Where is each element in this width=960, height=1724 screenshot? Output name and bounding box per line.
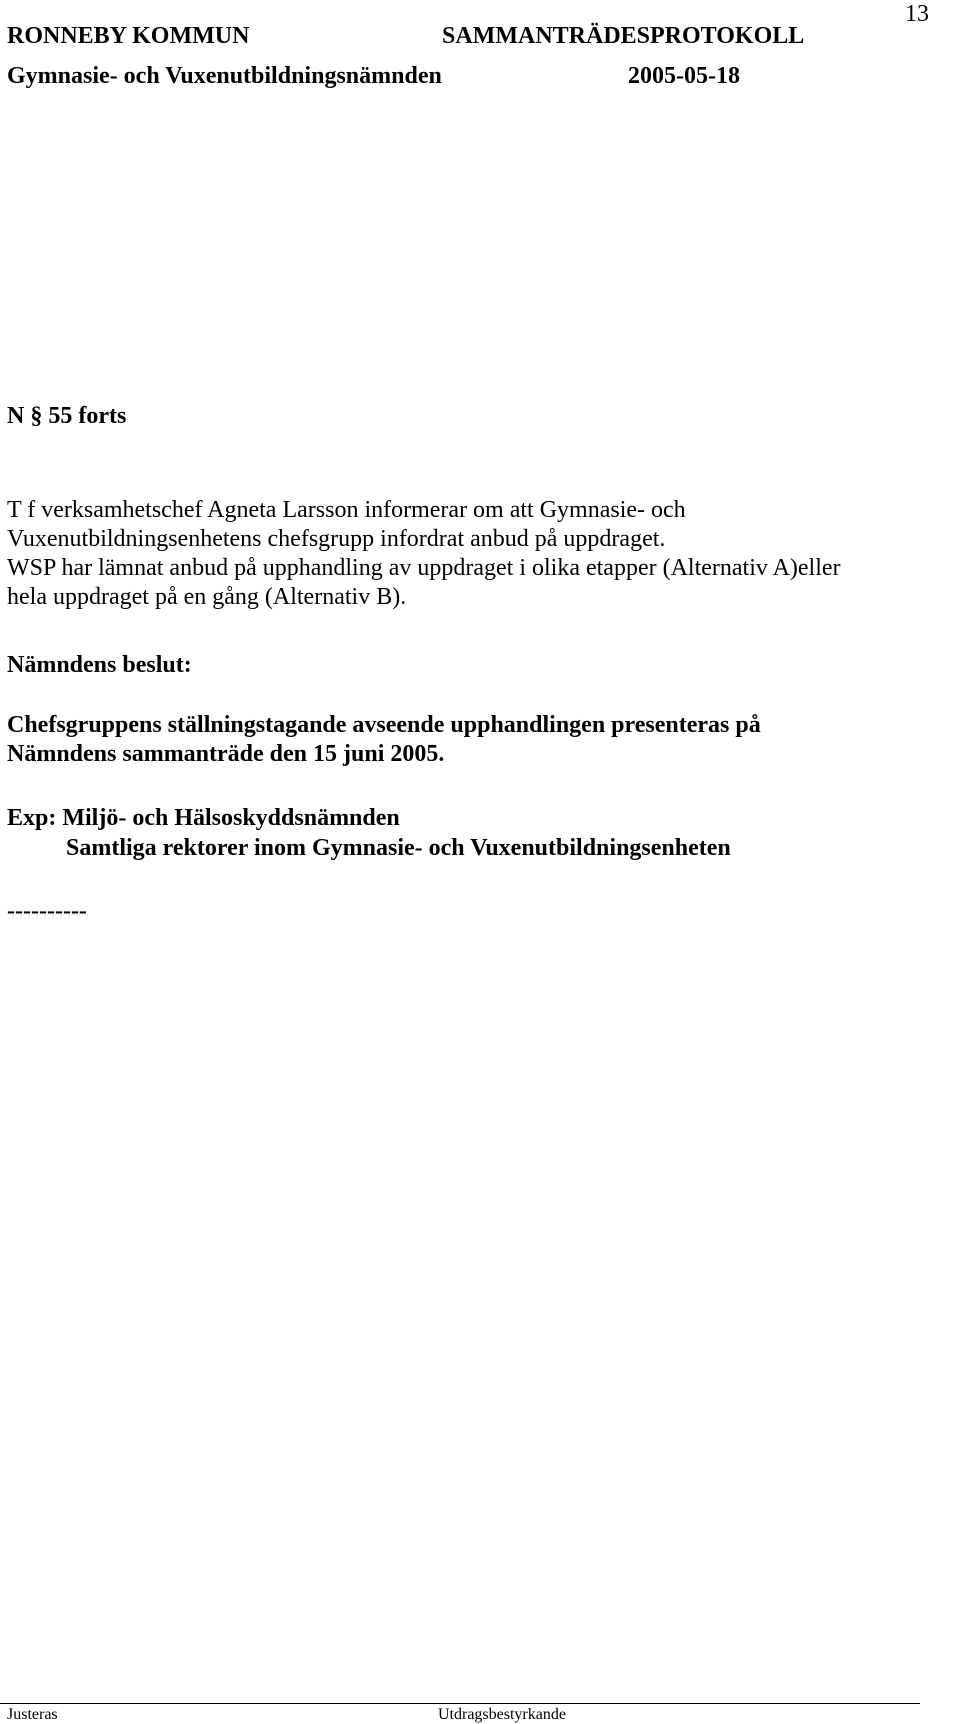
meeting-date: 2005-05-18 xyxy=(628,63,740,89)
footer-utdragsbestyrkande-label: Utdragsbestyrkande xyxy=(438,1706,566,1723)
decision-line-2: Nämndens sammanträde den 15 juni 2005. xyxy=(7,741,445,767)
committee-name: Gymnasie- och Vuxenutbildningsnämnden xyxy=(7,63,442,89)
exp-line-1: Exp: Miljö- och Hälsoskyddsnämnden xyxy=(7,805,400,831)
exp-line-2: Samtliga rektorer inom Gymnasie- och Vuxenutbildningsenheten xyxy=(66,835,731,861)
decision-label: Nämndens beslut: xyxy=(7,652,192,678)
municipality-name: RONNEBY KOMMUN xyxy=(7,23,250,49)
section-separator: ---------- xyxy=(7,898,87,924)
section-heading: N § 55 forts xyxy=(7,403,127,429)
decision-line-1: Chefsgruppens ställningstagande avseende upphandlingen presenteras på xyxy=(7,712,761,738)
footer-rule xyxy=(0,1703,920,1704)
paragraph-line-2: Vuxenutbildningsenhetens chefsgrupp infordrat anbud på uppdraget. xyxy=(7,526,666,552)
footer-justeras-label: Justeras xyxy=(7,1706,58,1723)
page-number: 13 xyxy=(905,1,929,27)
paragraph-line-3: WSP har lämnat anbud på upphandling av uppdraget i olika etapper (Alternativ A)eller xyxy=(7,555,841,581)
paragraph-line-1: T f verksamhetschef Agneta Larsson informerar om att Gymnasie- och xyxy=(7,497,686,523)
document-type: SAMMANTRÄDESPROTOKOLL xyxy=(442,23,805,49)
paragraph-line-4: hela uppdraget på en gång (Alternativ B). xyxy=(7,584,407,610)
